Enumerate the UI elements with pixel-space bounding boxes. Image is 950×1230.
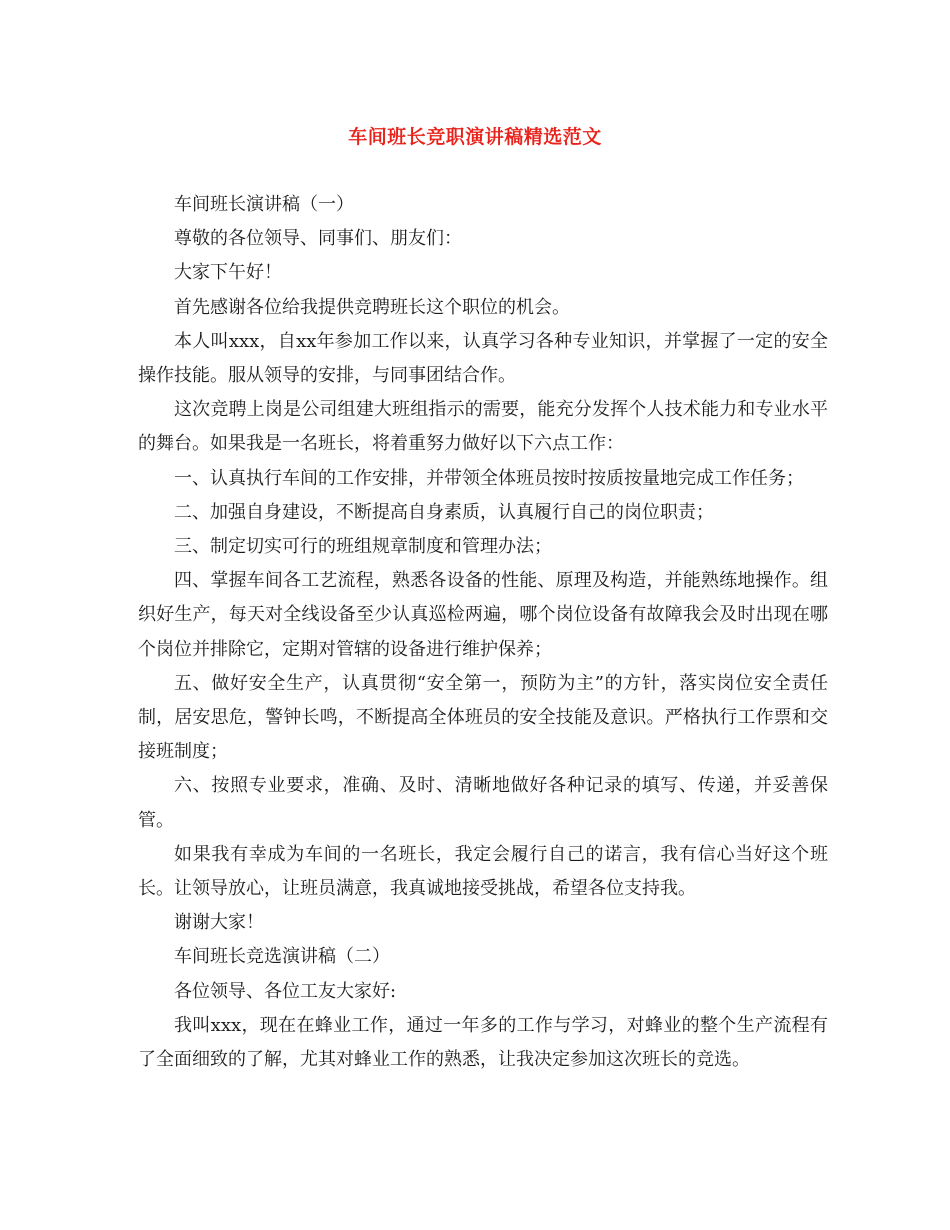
paragraph: 四、掌握车间各工艺流程，熟悉各设备的性能、原理及构造，并能熟练地操作。组织好生产，每天对全线设备至少认真巡检两遍，哪个岗位设备有故障我会及时出现在哪个岗位并排除它，定期对管辖的设备进行维护保养； (138, 570, 828, 660)
document-title: 车间班长竞职演讲稿精选范文 (348, 126, 602, 148)
paragraph: 谢谢大家！ (174, 912, 264, 934)
paragraph: 六、按照专业要求，准确、及时、清晰地做好各种记录的填写、传递，并妥善保管。 (138, 775, 828, 831)
paragraph: 本人叫xxx，自xx年参加工作以来，认真学习各种专业知识，并掌握了一定的安全操作技能。服从领导的安排，与同事团结合作。 (138, 330, 828, 387)
paragraph: 各位领导、各位工友大家好: (174, 980, 397, 1002)
paragraph: 二、加强自身建设，不断提高自身素质，认真履行自己的岗位职责； (174, 501, 714, 523)
paragraph: 这次竞聘上岗是公司组建大班组指示的需要，能充分发挥个人技术能力和专业水平的舞台。如果我是一名班长，将着重努力做好以下六点工作： (138, 399, 828, 455)
paragraph: 大家下午好！ (174, 262, 282, 284)
paragraph: 如果我有幸成为车间的一名班长，我定会履行自己的诺言，我有信心当好这个班长。让领导放心，让班员满意，我真诚地接受挑战，希望各位支持我。 (138, 843, 828, 900)
paragraph: 车间班长演讲稿（一） (174, 194, 354, 215)
document-body (138, 188, 828, 1077)
paragraph: 尊敬的各位领导、同事们、朋友们： (174, 228, 462, 250)
paragraph: 五、做好安全生产，认真贯彻“安全第一，预防为主”的方针，落实岗位安全责任制，居安思危，警钟长鸣，不断提高全体班员的安全技能及意识。严格执行工作票和交接班制度； (138, 672, 828, 763)
paragraph: 一、认真执行车间的工作安排，并带领全体班员按时按质按量地完成工作任务； (174, 467, 804, 489)
paragraph: 车间班长竞选演讲稿（二） (174, 946, 390, 968)
paragraph: 首先感谢各位给我提供竞聘班长这个职位的机会。 (174, 296, 570, 318)
paragraph: 三、制定切实可行的班组规章制度和管理办法； (174, 536, 552, 558)
paragraph: 我叫xxx，现在在蜂业工作，通过一年多的工作与学习，对蜂业的整个生产流程有了全面细致的了解，尤其对蜂业工作的熟悉，让我决定参加这次班长的竞选。 (138, 1014, 828, 1071)
